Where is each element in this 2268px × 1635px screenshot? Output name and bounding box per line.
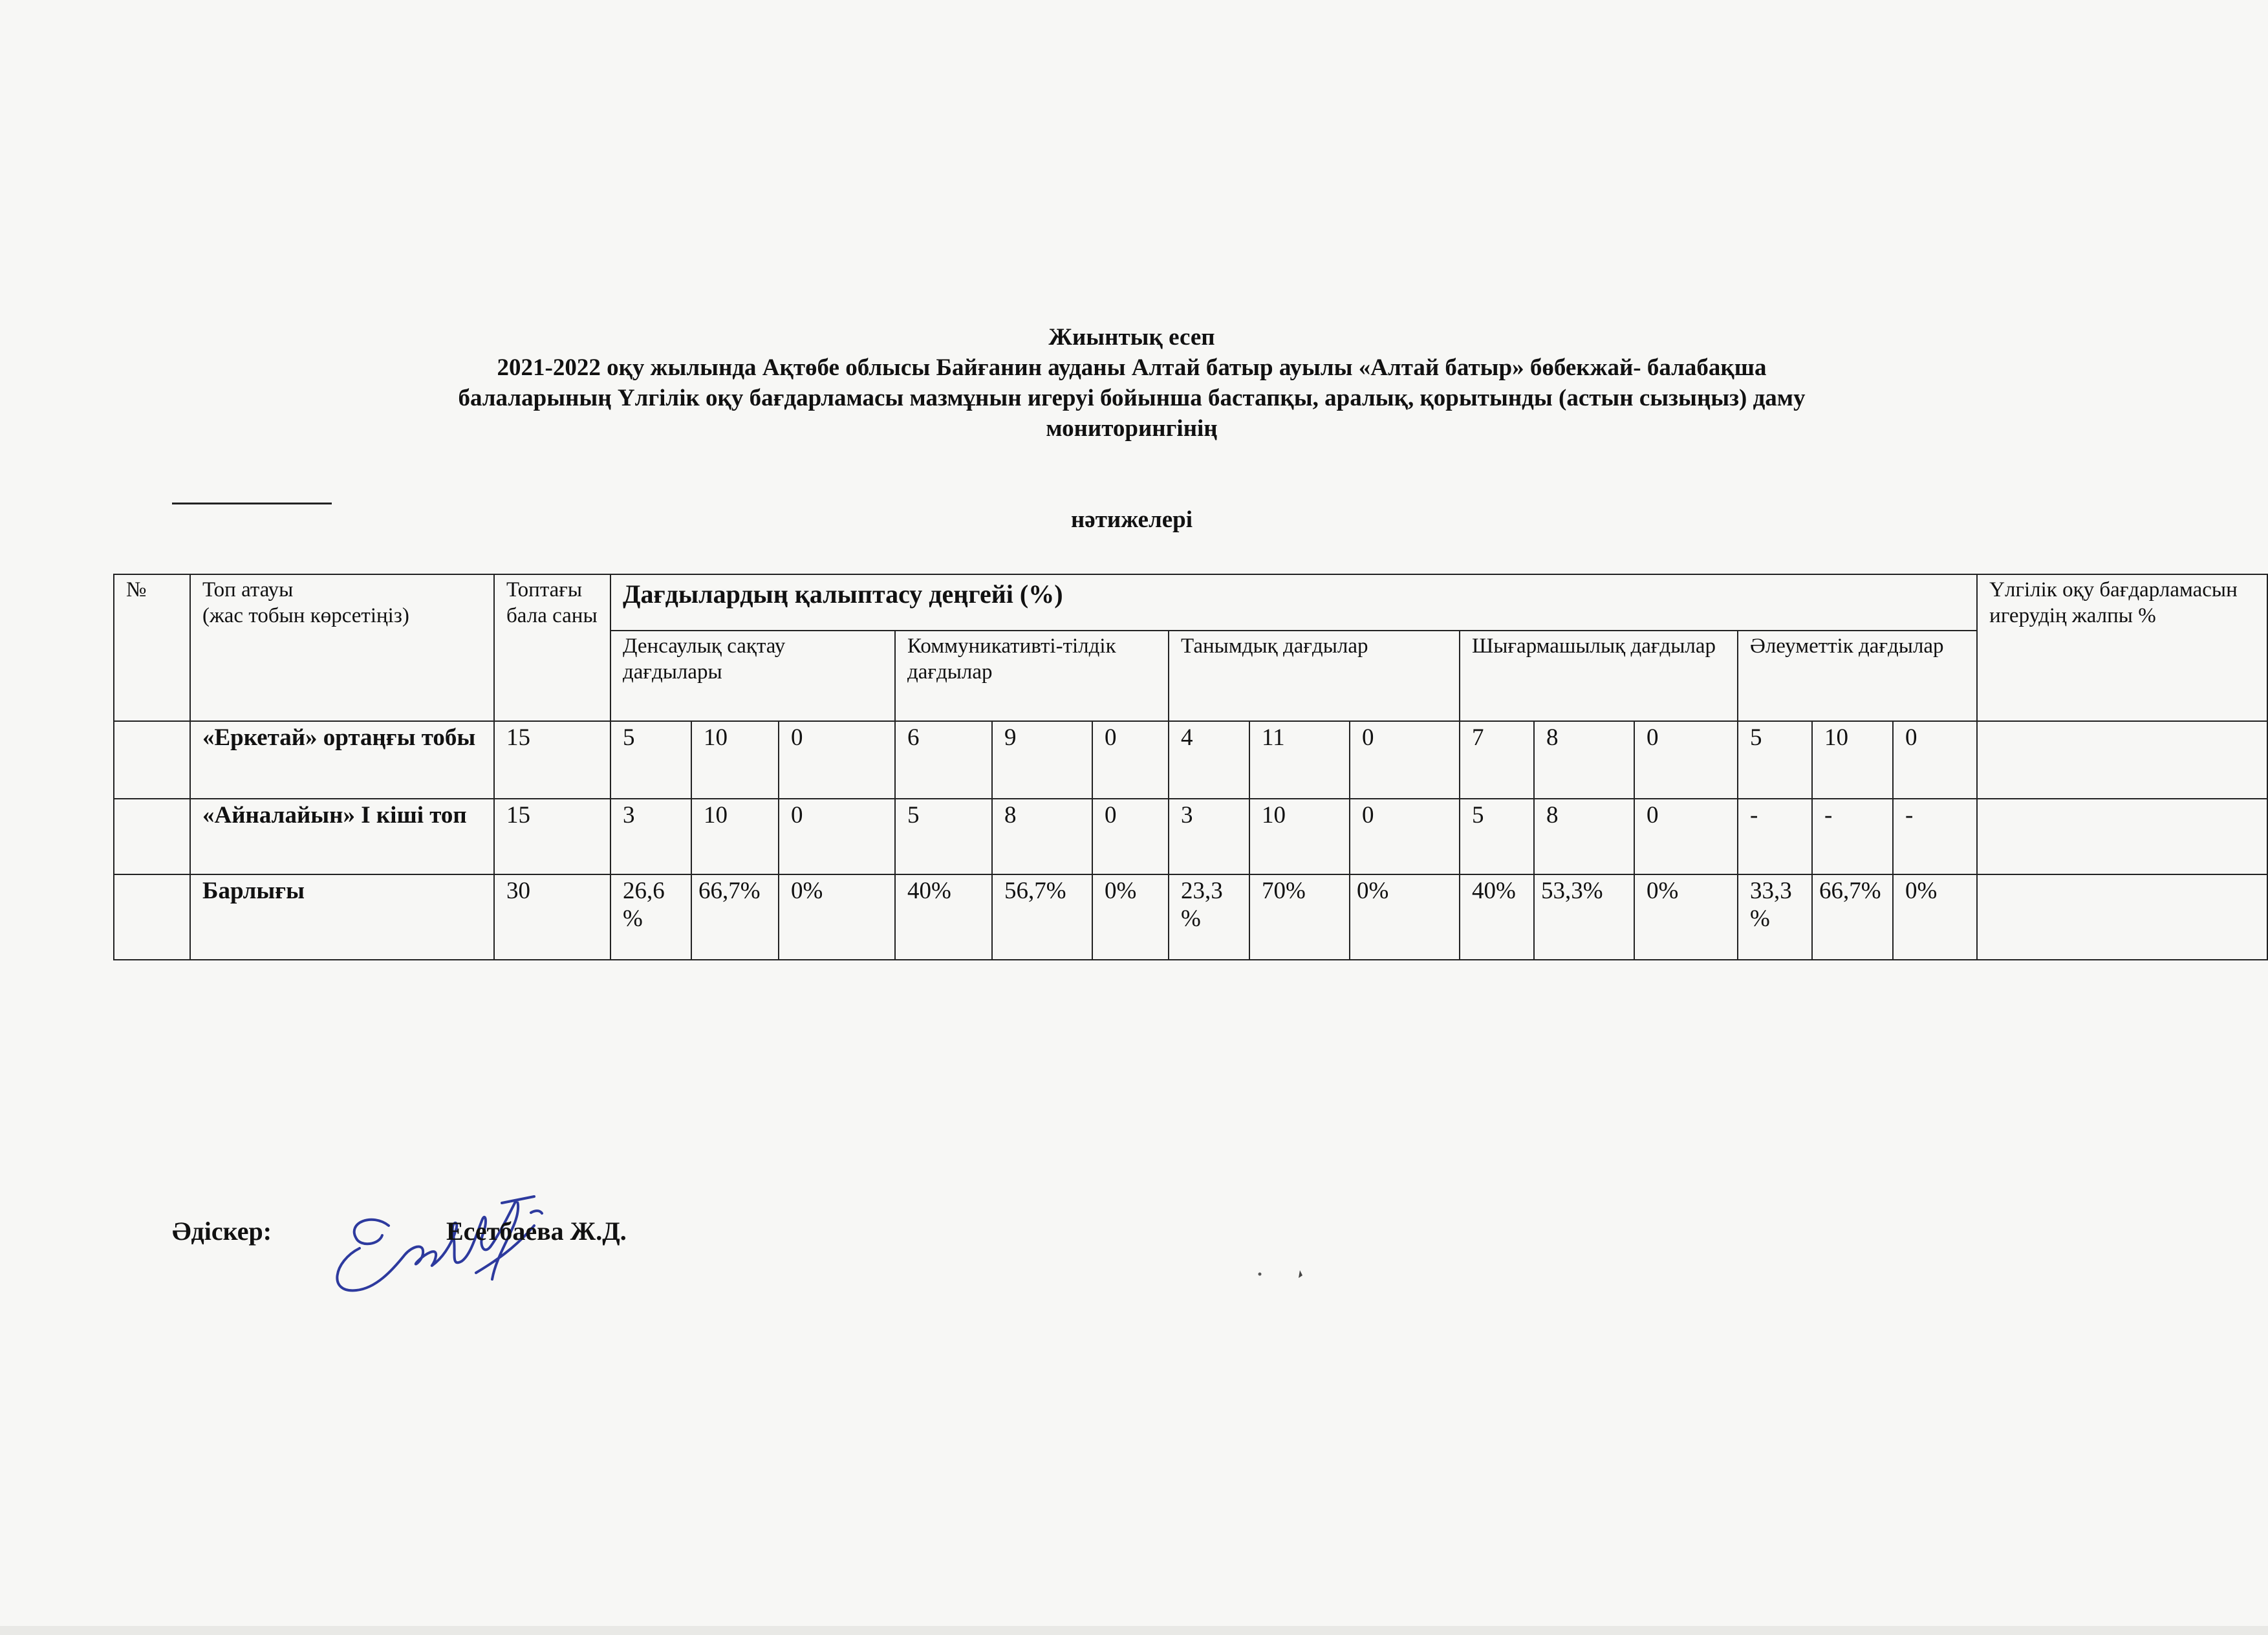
results-word: нәтижелері [1070, 506, 1193, 533]
table-row [114, 799, 2267, 874]
row-value: - [1738, 799, 1812, 874]
header-social-skills: Әлеуметтік дағдылар [1738, 631, 1977, 721]
scan-specks-icon [1255, 1261, 1306, 1287]
row-value: 5 [895, 799, 992, 874]
row-value: 3 [1169, 799, 1249, 874]
row-group-name: «Еркетай» ортаңғы тобы [190, 721, 494, 799]
row-value: 8 [1534, 721, 1634, 799]
row-value: 0 [779, 721, 895, 799]
row-value: 26,6% [610, 874, 691, 960]
row-value: 40% [1460, 874, 1534, 960]
row-value: 0 [1634, 799, 1738, 874]
row-number [114, 799, 190, 874]
row-value: 0% [1893, 874, 1977, 960]
row-number [114, 874, 190, 960]
row-count: 15 [494, 799, 610, 874]
row-value: 8 [992, 799, 1092, 874]
row-value: 5 [1738, 721, 1812, 799]
header-health-skills: Денсаулық сақтау дағдылары [610, 631, 895, 721]
row-value: 66,7% [691, 874, 779, 960]
row-value: 11 [1249, 721, 1350, 799]
header-row-1 [114, 574, 2267, 631]
row-number [114, 721, 190, 799]
document-header [194, 322, 2069, 444]
header-communication-skills: Коммуникативті-тілдік дағдылар [895, 631, 1169, 721]
header-total: Үлгілік оқу бағдарламасын игерудің жалпы % [1977, 574, 2267, 721]
row-value: 53,3% [1534, 874, 1634, 960]
row-value: 0% [1634, 874, 1738, 960]
row-value: 0 [1092, 799, 1169, 874]
row-value: 0% [1092, 874, 1169, 960]
header-children-count: Топтағы бала саны [494, 574, 610, 721]
row-total [1977, 721, 2267, 799]
row-count: 15 [494, 721, 610, 799]
row-value: 0% [1350, 874, 1460, 960]
document-title: Жиынтық есеп [1048, 324, 1215, 351]
row-value: 5 [1460, 799, 1534, 874]
table-row [114, 721, 2267, 799]
row-value: 0 [1350, 799, 1460, 874]
row-value: - [1812, 799, 1893, 874]
row-value: 7 [1460, 721, 1534, 799]
row-value: 23,3% [1169, 874, 1249, 960]
row-value: 0 [1092, 721, 1169, 799]
row-value: 0% [779, 874, 895, 960]
subtitle-line-3: мониторингінің [1046, 415, 1218, 442]
header-creative-skills: Шығармашылық дағдылар [1460, 631, 1738, 721]
row-count: 30 [494, 874, 610, 960]
row-total [1977, 874, 2267, 960]
row-value: 0 [1893, 721, 1977, 799]
header-skills-level: Дағдылардың қалыптасу деңгейі (%) [610, 574, 1977, 631]
row-value: 3 [610, 799, 691, 874]
row-value: 40% [895, 874, 992, 960]
row-value: 0 [779, 799, 895, 874]
signature-name: Есетбаева Ж.Д. [446, 1217, 627, 1246]
row-value: 10 [1812, 721, 1893, 799]
subtitle-line-1: 2021-2022 оқу жылында Ақтөбе облысы Байғанин ауданы Алтай батыр ауылы «Алтай батыр» бөбекжай- балабақша [497, 354, 1767, 381]
row-value: 66,7% [1812, 874, 1893, 960]
page-bottom-edge [0, 1626, 2268, 1635]
header-cognitive-skills: Танымдық дағдылар [1169, 631, 1460, 721]
header-group-name: Топ атауы (жас тобын көрсетіңіз) [190, 574, 494, 721]
row-value: 56,7% [992, 874, 1092, 960]
row-value: - [1893, 799, 1977, 874]
row-total [1977, 799, 2267, 874]
row-value: 4 [1169, 721, 1249, 799]
header-number: № [114, 574, 190, 721]
row-value: 8 [1534, 799, 1634, 874]
row-value: 10 [691, 799, 779, 874]
row-value: 0 [1350, 721, 1460, 799]
row-group-name: Барлығы [190, 874, 494, 960]
row-value: 70% [1249, 874, 1350, 960]
row-value: 5 [610, 721, 691, 799]
row-value: 33,3% [1738, 874, 1812, 960]
row-value: 10 [691, 721, 779, 799]
subtitle-line-2: балаларының Үлгілік оқу бағдарламасы мазмұнын игеруі бойынша бастапқы, аралық, қорытынды (астын сызыңыз) даму [458, 385, 1806, 411]
monitoring-table [113, 574, 2268, 960]
row-value: 6 [895, 721, 992, 799]
row-value: 9 [992, 721, 1092, 799]
row-value: 10 [1249, 799, 1350, 874]
row-group-name: «Айналайын» І кіші топ [190, 799, 494, 874]
signature-role: Әдіскер: [172, 1217, 272, 1246]
blank-underline [172, 503, 332, 504]
row-value: 0 [1634, 721, 1738, 799]
table-row [114, 874, 2267, 960]
